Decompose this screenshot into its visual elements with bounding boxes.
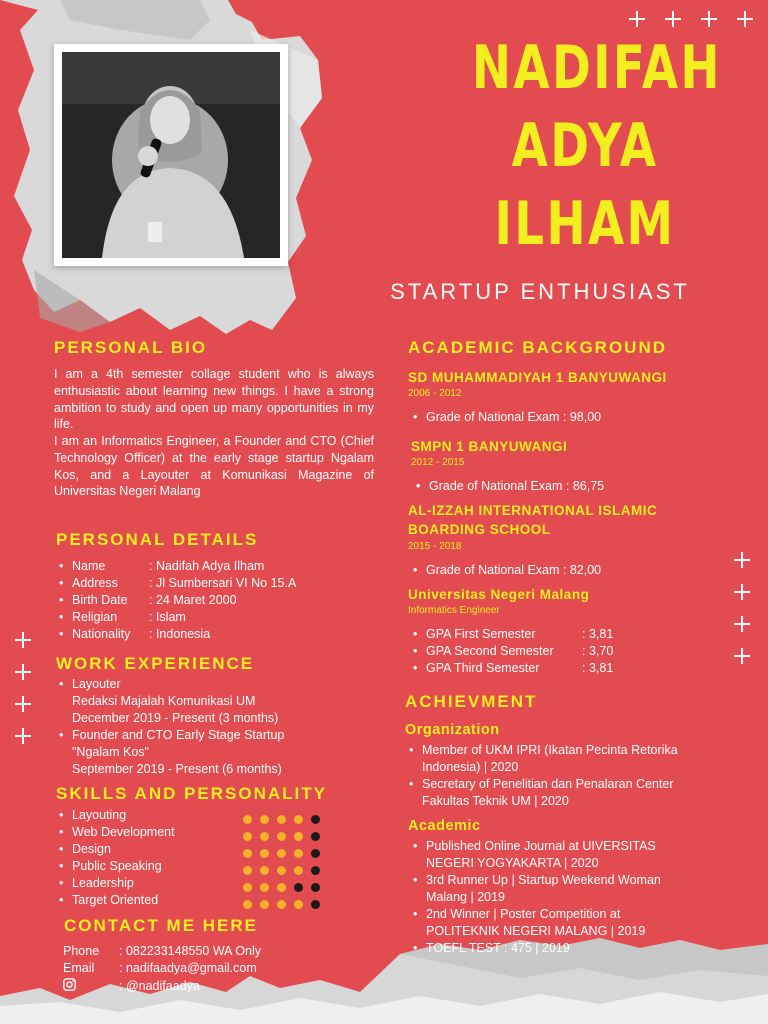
skill-dot: [294, 900, 303, 909]
contact-email: [63, 961, 257, 975]
skill-dot: [311, 883, 320, 892]
skill-dot: [277, 866, 286, 875]
bio-paragraph-1: I am a 4th semester collage student who is always enthusiastic about learning new things. I have a strong ambition to study and open up many opportunities in my life.: [54, 367, 374, 432]
school-grades: [408, 409, 738, 426]
academic-achievement-heading: Academic: [408, 818, 481, 834]
detail-religion: • Religian : Islam: [54, 609, 354, 626]
skills-heading: SKILLS AND PERSONALITY: [56, 784, 327, 803]
plus-icon: [15, 632, 31, 648]
plus-icon: [15, 728, 31, 744]
school-grades: [408, 562, 738, 579]
skill-dot: [277, 883, 286, 892]
skill-dot: [260, 815, 269, 824]
school-major: Informatics Engineer: [408, 605, 500, 616]
school-name: AL-IZZAH INTERNATIONAL ISLAMIC BOARDING SCHOOL: [408, 503, 658, 537]
instagram-value: : @nadifaadya: [119, 979, 200, 993]
skill-dot: [243, 849, 252, 858]
school-name: SMPN 1 BANYUWANGI: [411, 439, 568, 454]
skill-dot: [260, 866, 269, 875]
skill-dot: [311, 849, 320, 858]
school-years: 2012 - 2015: [411, 457, 465, 468]
skills-list: [54, 807, 234, 909]
email-value: : nadifaadya@gmail.com: [119, 961, 257, 975]
plus-icon: [15, 664, 31, 680]
skill-dot: [260, 832, 269, 841]
school-years: 2015 - 2018: [408, 541, 462, 552]
organization-list: [404, 742, 744, 810]
organization-item: • Member of UKM IPRI (Ikatan Pecinta Retorika Indonesia) | 2020: [404, 742, 744, 776]
skill-dot: [260, 849, 269, 858]
achievement-heading: ACHIEVMENT: [405, 692, 538, 711]
work-item: • Founder and CTO Early Stage Startup "Ngalam Kos" September 2019 - Present (6 months): [54, 727, 354, 778]
skill-item: • Leadership: [54, 875, 234, 892]
skill-dot: [277, 849, 286, 858]
grade-item: • Grade of National Exam : 86,75: [411, 478, 741, 495]
skill-item: • Public Speaking: [54, 858, 234, 875]
contact-phone: [63, 944, 261, 958]
organization-heading: Organization: [405, 722, 500, 738]
detail-birth-date: • Birth Date : 24 Maret 2000: [54, 592, 354, 609]
personal-details-list: [54, 558, 354, 643]
contact-heading: CONTACT ME HERE: [64, 916, 259, 935]
work-item: • Layouter Redaksi Majalah Komunikasi UM December 2019 - Present (3 months): [54, 676, 354, 727]
academic-achievement-item: • 2nd Winner | Poster Competition at POLITEKNIK NEGERI MALANG | 2019: [408, 906, 748, 940]
phone-label: Phone: [63, 944, 100, 958]
skill-dot: [277, 832, 286, 841]
phone-value: : 082233148550 WA Only: [119, 944, 261, 958]
skill-dot: [277, 900, 286, 909]
skill-dot: [294, 866, 303, 875]
skill-dot: [311, 900, 320, 909]
skill-dot: [243, 900, 252, 909]
skill-dot: [260, 883, 269, 892]
plus-icon: [734, 584, 750, 600]
academic-achievement-item: • TOEFL TEST : 475 | 2019: [408, 940, 748, 957]
skill-dot: [294, 832, 303, 841]
skill-dot: [294, 883, 303, 892]
skill-dot: [243, 832, 252, 841]
skill-dot: [311, 815, 320, 824]
skill-item: • Design: [54, 841, 234, 858]
skill-dot: [311, 866, 320, 875]
personal-details-heading: PERSONAL DETAILS: [56, 530, 259, 549]
academic-achievement-item: • Published Online Journal at UIVERSITAS NEGERI YOGYAKARTA | 2020: [408, 838, 748, 872]
work-experience-list: [54, 676, 354, 778]
profile-photo-frame: [54, 44, 288, 266]
academic-achievement-item: • 3rd Runner Up | Startup Weekend Woman Malang | 2019: [408, 872, 748, 906]
detail-nationality: • Nationality : Indonesia: [54, 626, 354, 643]
skill-dot: [311, 832, 320, 841]
organization-item: • Secretary of Penelitian dan Penalaran Center Fakultas Teknik UM | 2020: [404, 776, 744, 810]
skill-dot: [294, 815, 303, 824]
gpa-item: • GPA Second Semester : 3,70: [408, 643, 738, 660]
name-last: ILHAM: [494, 189, 676, 259]
plus-icon: [737, 11, 753, 27]
profile-photo: [62, 52, 280, 258]
academic-achievement-list: [408, 838, 748, 957]
gpa-item: • GPA Third Semester : 3,81: [408, 660, 738, 677]
school-name: Universitas Negeri Malang: [408, 587, 590, 602]
skill-item: • Web Development: [54, 824, 234, 841]
role-subtitle: STARTUP ENTHUSIAST: [390, 279, 690, 304]
skill-dot: [243, 866, 252, 875]
skill-item: • Layouting: [54, 807, 234, 824]
bio-paragraph-2: I am an Informatics Engineer, a Founder and CTO (Chief Technology Officer) at the early stage startup Ngalam Kos, and a Layouter at Komunikasi Magazine of Universitas Negeri Malang: [54, 434, 374, 499]
academic-heading: ACADEMIC BACKGROUND: [408, 338, 667, 357]
school-grades: [411, 478, 741, 495]
school-years: 2006 - 2012: [408, 388, 462, 399]
grade-item: • Grade of National Exam : 98,00: [408, 409, 738, 426]
plus-icon: [629, 11, 645, 27]
grade-item: • Grade of National Exam : 82,00: [408, 562, 738, 579]
school-name: SD MUHAMMADIYAH 1 BANYUWANGI: [408, 370, 667, 385]
skill-dot: [243, 815, 252, 824]
skill-dot: [260, 900, 269, 909]
skill-item: • Target Oriented: [54, 892, 234, 909]
plus-icon: [665, 11, 681, 27]
contact-instagram: [63, 978, 200, 993]
email-label: Email: [63, 961, 95, 975]
skill-dot: [277, 815, 286, 824]
name-middle: ADYA: [511, 111, 659, 181]
name-first: NADIFAH: [471, 33, 722, 103]
instagram-icon: [63, 978, 119, 993]
plus-icon: [701, 11, 717, 27]
skill-dot: [243, 883, 252, 892]
plus-icon: [15, 696, 31, 712]
skill-dot: [294, 849, 303, 858]
detail-name: • Name : Nadifah Adya Ilham: [54, 558, 354, 575]
work-experience-heading: WORK EXPERIENCE: [56, 654, 255, 673]
detail-address: • Address : Jl Sumbersari VI No 15.A: [54, 575, 354, 592]
personal-bio-heading: PERSONAL BIO: [54, 338, 208, 357]
gpa-item: • GPA First Semester : 3,81: [408, 626, 738, 643]
gpa-list: [408, 626, 738, 677]
